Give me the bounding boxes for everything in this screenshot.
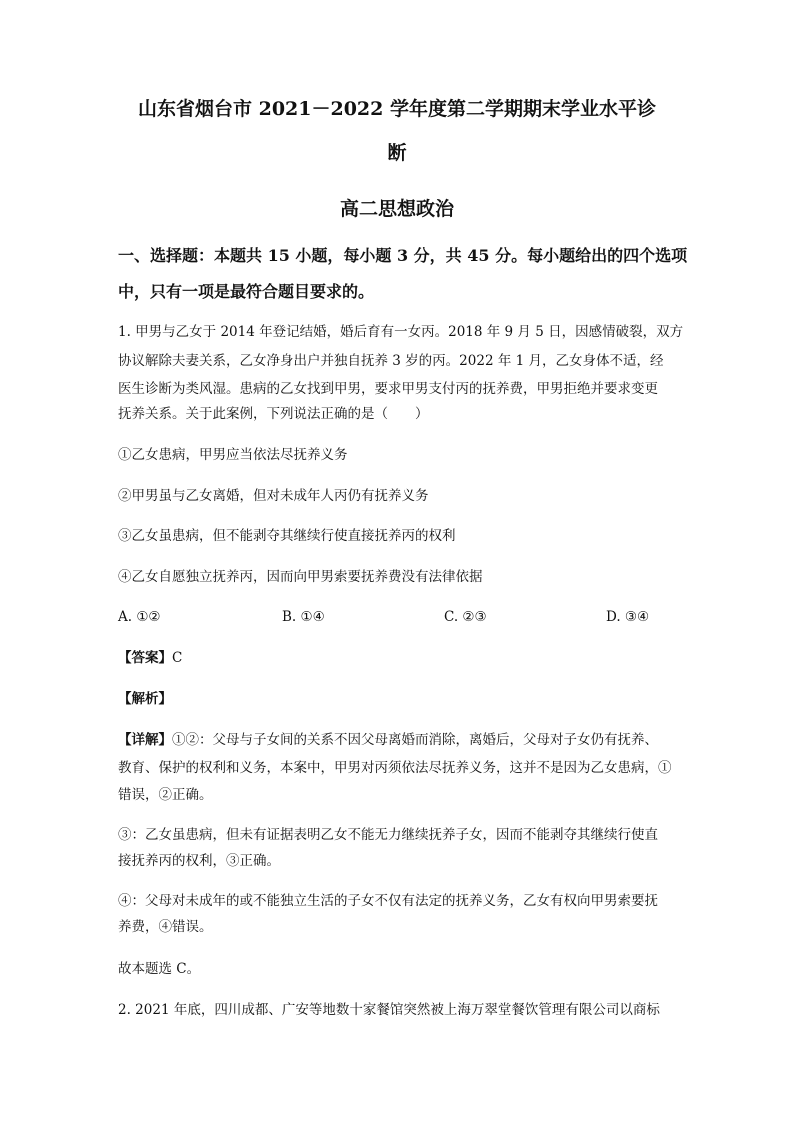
detail-text: ①②：父母与子女间的关系不因父母离婚而消除，离婚后，父母对子女仍有抚养、 [172,732,658,748]
q1-detail-line: 错误，②正确。 [118,787,213,803]
answer-tag: 【答案】 [118,650,172,666]
answer-value: C [172,650,183,666]
section-heading-line2: 中，只有一项是最符合题目要求的。 [118,282,375,301]
subject-title: 高二思想政治 [339,198,454,220]
document-title-line1: 山东省烟台市 2021－2022 学年度第二学期期末学业水平诊 [138,98,656,120]
q1-para4-line: 养费，④错误。 [118,919,213,935]
document-title-line2: 断 [387,142,407,164]
q1-conclusion: 故本题选 C。 [118,961,201,977]
q1-statement: ④乙女自愿独立抚养丙，因而向甲男索要抚养费没有法律依据 [118,569,483,585]
detail-tag: 【详解】 [118,732,172,748]
q2-stem-line: 2. 2021 年底，四川成都、广安等地数十家餐馆突然被上海万翠堂餐饮管理有限公司以商标 [118,1002,660,1018]
q1-option-b: B. ①④ [282,609,325,625]
q1-statement: ③乙女虽患病，但不能剥夺其继续行使直接抚养丙的权利 [118,528,456,544]
q1-para3-line: ③：乙女虽患病，但未有证据表明乙女不能无力继续抚养子女，因而不能剥夺其继续行使直 [118,827,658,843]
q1-detail-line [118,731,658,749]
q1-para4-line: ④：父母对未成年的或不能独立生活的子女不仅有法定的抚养义务，乙女有权向甲男索要抚 [118,893,658,909]
q1-statement: ②甲男虽与乙女离婚，但对未成年人丙仍有抚养义务 [118,488,429,504]
q1-para3-line: 接抚养丙的权利，③正确。 [118,853,280,869]
analysis-tag: 【解析】 [118,691,172,707]
q1-analysis-heading [118,690,172,708]
q1-answer [118,649,182,667]
q1-stem-line: 医生诊断为类风湿。患病的乙女找到甲男，要求甲男支付丙的抚养费，甲男拒绝并要求变更 [118,381,658,397]
q1-option-c: C. ②③ [444,609,487,625]
q1-statement: ①乙女患病，甲男应当依法尽抚养义务 [118,447,348,463]
q1-stem-line: 1. 甲男与乙女于 2014 年登记结婚，婚后育有一女丙。2018 年 9 月 5 日，因感情破裂，双方 [118,324,684,340]
q1-stem-line: 协议解除夫妻关系，乙女净身出户并独自抚养 3 岁的丙。2022 年 1 月，乙女身体不适，经 [118,353,664,369]
q1-detail-line: 教育、保护的权利和义务，本案中，甲男对丙须依法尽抚养义务，这并不是因为乙女患病，① [118,760,672,776]
q1-stem-line: 抚养关系。关于此案例，下列说法正确的是（ ） [118,406,429,422]
q1-option-d: D. ③④ [606,609,650,625]
q1-option-a: A. ①② [118,609,161,625]
section-heading-line1: 一、选择题：本题共 15 小题，每小题 3 分，共 45 分。每小题给出的四个选项 [118,246,688,265]
